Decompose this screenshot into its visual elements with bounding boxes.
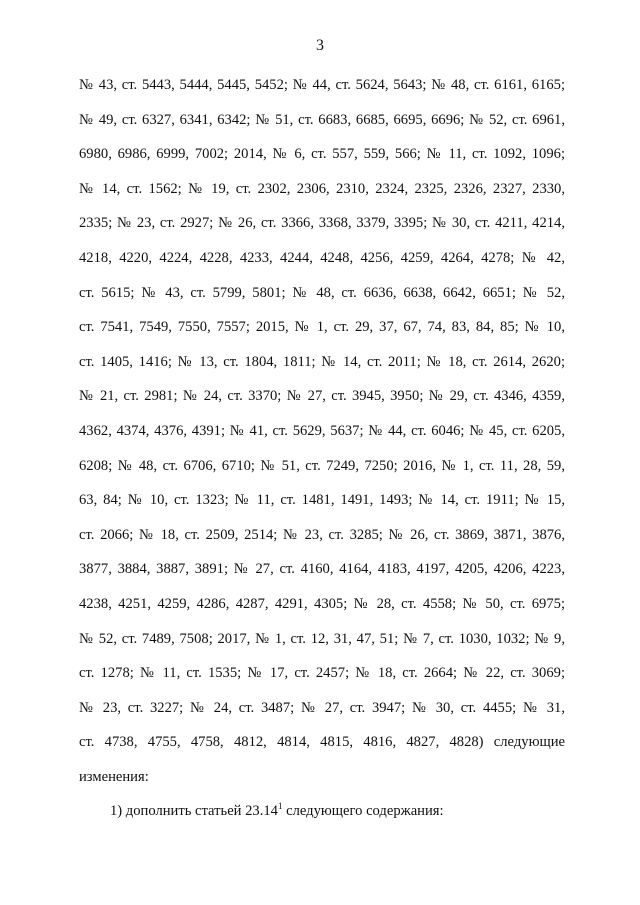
text-line: ст. 1278; № 11, ст. 1535; № 17, ст. 2457; № 18, ст. 2664; № 22, ст. 3069; — [79, 665, 565, 682]
text-line: № 49, ст. 6327, 6341, 6342; № 51, ст. 6683, 6685, 6695, 6696; № 52, ст. 6961, — [79, 111, 565, 128]
text-line: изменения: — [79, 768, 149, 785]
text-line: № 14, ст. 1562; № 19, ст. 2302, 2306, 2310, 2324, 2325, 2326, 2327, 2330, — [79, 180, 565, 197]
list-item-text: 1) дополнить статьей 23.14 — [110, 803, 278, 819]
text-line: № 21, ст. 2981; № 24, ст. 3370; № 27, ст. 3945, 3950; № 29, ст. 4346, 4359, — [79, 388, 565, 405]
text-line: ст. 7541, 7549, 7550, 7557; 2015, № 1, ст. 29, 37, 67, 74, 83, 84, 85; № 10, — [79, 319, 565, 336]
text-line: № 23, ст. 3227; № 24, ст. 3487; № 27, ст. 3947; № 30, ст. 4455; № 31, — [79, 699, 565, 716]
text-line: № 52, ст. 7489, 7508; 2017, № 1, ст. 12, 31, 47, 51; № 7, ст. 1030, 1032; № 9, — [79, 630, 565, 647]
text-line: 63, 84; № 10, ст. 1323; № 11, ст. 1481, 1491, 1493; № 14, ст. 1911; № 15, — [79, 492, 565, 509]
list-item-text-end: следующего содержания: — [282, 803, 444, 819]
text-line: 4238, 4251, 4259, 4286, 4287, 4291, 4305; № 28, ст. 4558; № 50, ст. 6975; — [79, 595, 565, 612]
text-line: 6208; № 48, ст. 6706, 6710; № 51, ст. 7249, 7250; 2016, № 1, ст. 11, 28, 59, — [79, 457, 565, 474]
text-line: ст. 4738, 4755, 4758, 4812, 4814, 4815, 4816, 4827, 4828) следующие — [79, 734, 565, 751]
text-line: № 43, ст. 5443, 5444, 5445, 5452; № 44, ст. 5624, 5643; № 48, ст. 6161, 6165; — [79, 77, 565, 93]
text-line: ст. 5615; № 43, ст. 5799, 5801; № 48, ст. 6636, 6638, 6642, 6651; № 52, — [79, 284, 565, 301]
article-superscript: 1 — [277, 801, 283, 811]
body-text — [79, 68, 565, 794]
page-number: 3 — [316, 37, 324, 54]
text-line: 4218, 4220, 4224, 4228, 4233, 4244, 4248, 4256, 4259, 4264, 4278; № 42, — [79, 249, 565, 266]
list-item-1 — [110, 794, 444, 828]
text-line: ст. 2066; № 18, ст. 2509, 2514; № 23, ст. 3285; № 26, ст. 3869, 3871, 3876, — [79, 526, 565, 543]
text-line: 6980, 6986, 6999, 7002; 2014, № 6, ст. 557, 559, 566; № 11, ст. 1092, 1096; — [79, 146, 565, 163]
text-line: ст. 1405, 1416; № 13, ст. 1804, 1811; № 14, ст. 2011; № 18, ст. 2614, 2620; — [79, 353, 565, 370]
text-line: 2335; № 23, ст. 2927; № 26, ст. 3366, 3368, 3379, 3395; № 30, ст. 4211, 4214, — [79, 215, 565, 232]
text-line: 4362, 4374, 4376, 4391; № 41, ст. 5629, 5637; № 44, ст. 6046; № 45, ст. 6205, — [79, 422, 565, 439]
text-line: 3877, 3884, 3887, 3891; № 27, ст. 4160, 4164, 4183, 4197, 4205, 4206, 4223, — [79, 561, 565, 578]
